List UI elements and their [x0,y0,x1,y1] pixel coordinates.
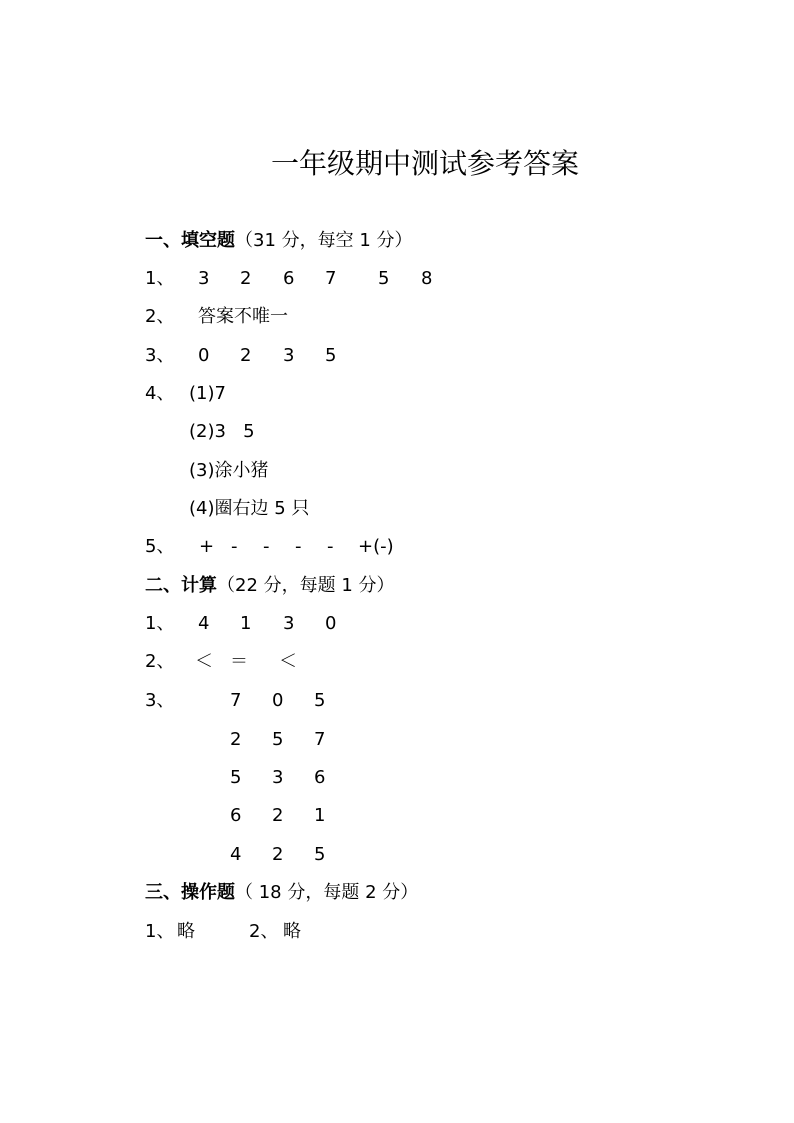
answer-value: ＜ [279,651,297,672]
section-detail: （22 分，每题 1 分） [217,575,395,596]
sub-answer: (4)圈右边 5 只 [189,498,310,519]
answer-value: 3 [198,268,210,289]
item-number: 1、 [145,613,175,634]
grid-value: 2 [230,729,242,750]
grid-value: 7 [314,729,326,750]
answer-value: 7 [325,268,337,289]
section-title: 三、操作题 [145,882,235,903]
section-heading-3 [145,881,418,905]
grid-value: 5 [314,844,326,865]
answer-value: 1 [240,613,252,634]
item-number: 1、 [145,268,175,289]
grid-value: 2 [272,844,284,865]
section-heading-2 [145,574,395,598]
sub-answer: (3)涂小猪 [189,460,269,481]
answer-value: 略 [177,921,195,942]
answer-value: 2 [240,268,252,289]
grid-value: 3 [272,767,284,788]
section-title: 二、计算 [145,575,217,596]
section-detail: （31 分，每空 1 分） [235,230,413,251]
grid-value: 6 [230,805,242,826]
grid-value: 5 [314,690,326,711]
item-number: 2、 [145,306,175,327]
section-title: 一、填空题 [145,230,235,251]
answer-value: ＝ [230,651,248,672]
document-title: 一年级期中测试参考答案 [270,147,579,180]
grid-value: 5 [230,767,242,788]
answer-value: - [295,536,302,557]
grid-value: 6 [314,767,326,788]
item-number: 5、 [145,536,175,557]
item-number: 2、 [145,651,175,672]
grid-value: 7 [230,690,242,711]
answer-value: - [263,536,270,557]
section-heading-1 [145,229,413,253]
answer-value: +(-) [358,536,394,557]
answer-value: 略 [283,921,301,942]
grid-value: 2 [272,805,284,826]
sub-answer: (1)7 [189,383,226,404]
sub-answer: (2)3 5 [189,421,255,442]
item-number: 4、 [145,383,175,404]
answer-value: 0 [198,345,210,366]
answer-value: 6 [283,268,295,289]
item-number: 3、 [145,345,175,366]
answer-value: 答案不唯一 [198,306,288,327]
answer-value: - [231,536,238,557]
answer-value: 5 [325,345,337,366]
item-number: 1、 [145,921,175,942]
grid-value: 0 [272,690,284,711]
answer-value: 2 [240,345,252,366]
answer-value: - [327,536,334,557]
item-number: 2、 [249,921,279,942]
answer-value: 8 [421,268,433,289]
answer-value: 3 [283,345,295,366]
answer-value: 4 [198,613,210,634]
answer-value: ＜ [195,651,213,672]
grid-value: 4 [230,844,242,865]
grid-value: 1 [314,805,326,826]
answer-value: 0 [325,613,337,634]
answer-value: + [199,536,215,557]
section-detail: （ 18 分，每题 2 分） [235,882,419,903]
grid-value: 5 [272,729,284,750]
answer-value: 5 [378,268,390,289]
answer-value: 3 [283,613,295,634]
item-number: 3、 [145,690,175,711]
